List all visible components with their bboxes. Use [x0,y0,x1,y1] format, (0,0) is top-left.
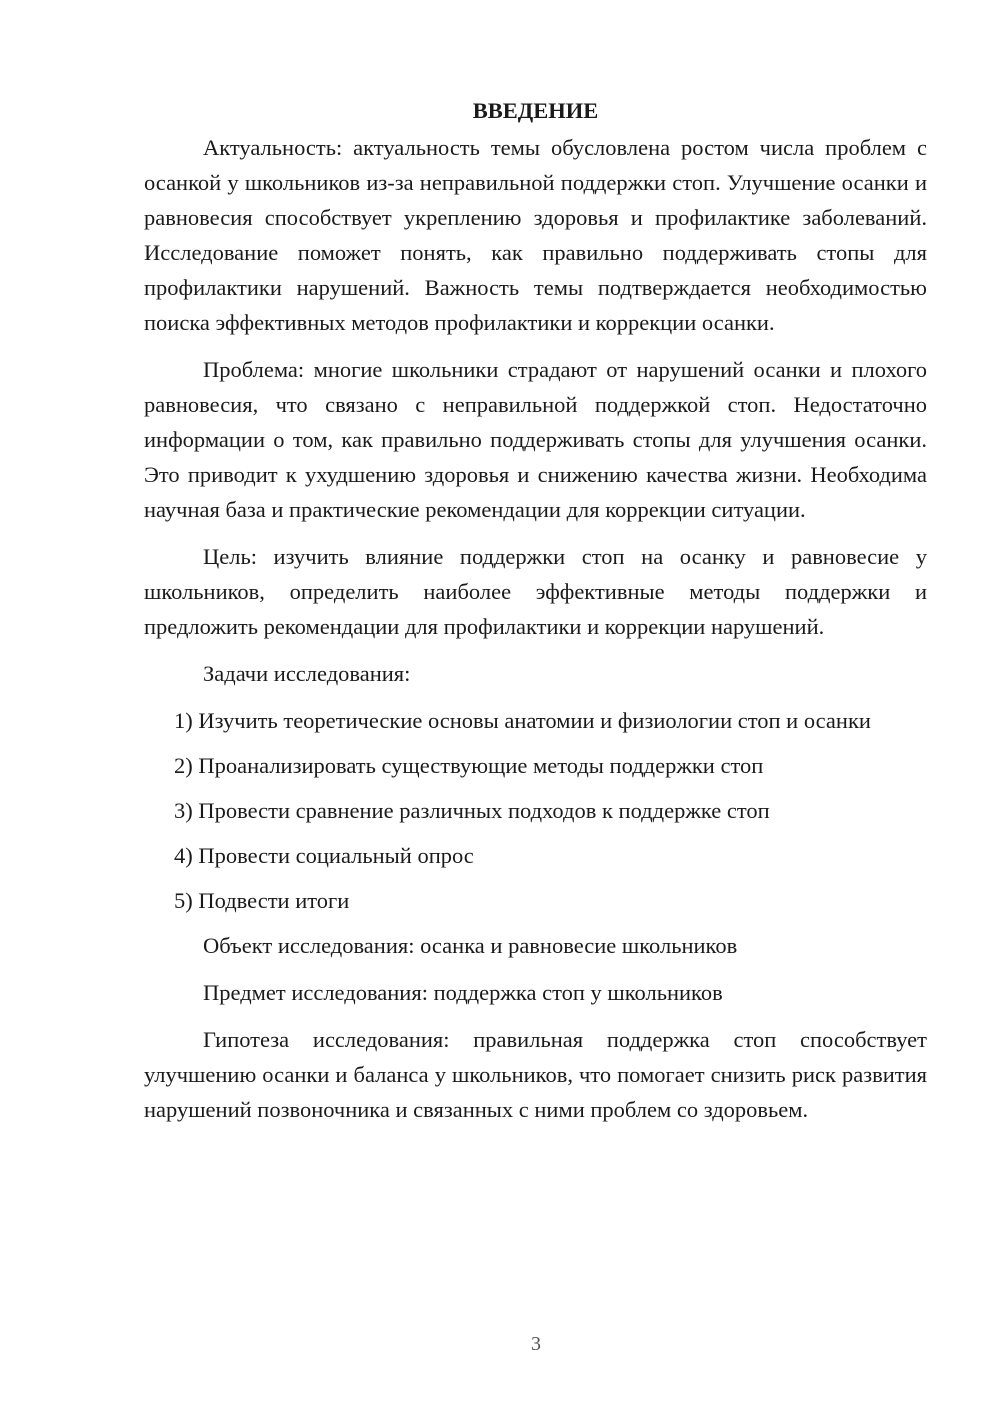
task-item-1: 1) Изучить теоретические основы анатомии и физиологии стоп и осанки [174,708,871,733]
task-item-5: 5) Подвести итоги [174,888,350,913]
task-item-2: 2) Проанализировать существующие методы поддержки стоп [174,753,764,778]
paragraph-subject: Предмет исследования: поддержка стоп у школьников [203,980,723,1005]
section-heading: ВВЕДЕНИЕ [472,98,599,123]
page-number: 3 [531,1333,541,1355]
paragraph-hypothesis: Гипотеза исследования: правильная поддержка стоп способствует улучшению осанки и баланса у школьников, что помогает снизить риск развития нарушений позвоночника и связанных с ними проблем со здоровьем. [144,1027,927,1122]
task-item-4: 4) Провести социальный опрос [174,843,474,868]
paragraph-object: Объект исследования: осанка и равновесие школьников [203,933,738,958]
document-body [144,93,927,1139]
paragraph-relevance: Актуальность: актуальность темы обусловлена ростом числа проблем с осанкой у школьников из-за неправильной поддержки стоп. Улучшение осанки и равновесия способствует укреплению здоровья и профилактике заболеваний. Исследование поможет понять, как правильно поддерживать стопы для профилактики нарушений. Важность темы подтверждается необходимостью поиска эффективных методов профилактики и коррекции осанки. [144,135,927,335]
paragraph-goal: Цель: изучить влияние поддержки стоп на осанку и равновесие у школьников, определить наиболее эффективные методы поддержки и предложить рекомендации для профилактики и коррекции нарушений. [144,544,927,639]
tasks-title: Задачи исследования: [203,661,411,686]
paragraph-problem: Проблема: многие школьники страдают от нарушений осанки и плохого равновесия, что связано с неправильной поддержкой стоп. Недостаточно информации о том, как правильно поддерживать стопы для улучшения осанки. Это приводит к ухудшению здоровья и снижению качества жизни. Необходима научная база и практические рекомендации для коррекции ситуации. [144,357,927,522]
task-item-3: 3) Провести сравнение различных подходов к поддержке стоп [174,798,770,823]
